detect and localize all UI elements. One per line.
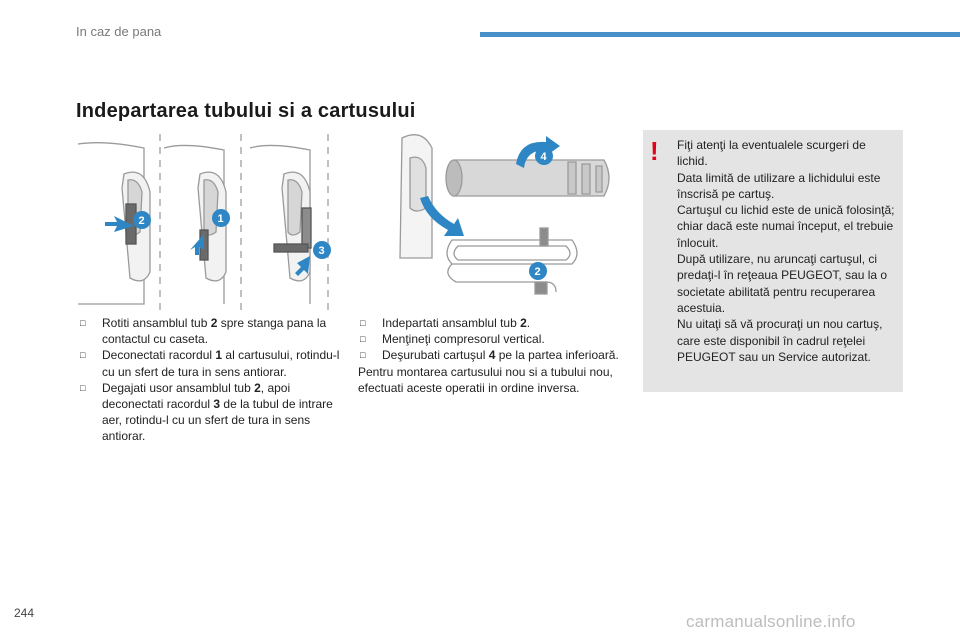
note-line: Nu uitaţi să vă procuraţi un nou cartuş, care este disponibil în cadrul reţelei PEUGEOT sau un Service autorizat. — [677, 317, 883, 364]
middle-step-2: □ Menţineţi compresorul vertical. — [360, 332, 545, 347]
note-line: După utilizare, nu aruncaţi cartuşul, ci predaţi-l în reţeaua PEUGEOT, sau la o societate abilitată pentru recuperarea acestuia. — [677, 252, 888, 315]
middle-step-3: □ Deşurubati cartuşul 4 pe la partea inferioară. — [360, 348, 619, 363]
illustration-steps-1-3 — [74, 134, 344, 310]
badge-2: 2 — [138, 215, 145, 227]
page-number: 244 — [14, 606, 35, 620]
note-line: Fiţi atenţi la eventualele scurgeri de lichid. — [677, 138, 866, 169]
note-line: Data limită de utilizare a lichidului este înscrisă pe cartuş. — [677, 170, 881, 201]
section-title: Indepartarea tubului si a cartusului — [76, 100, 416, 122]
note-line: Cartuşul cu lichid este de unică folosinţă; chiar dacă este numai început, el trebuie înlocuit. — [677, 203, 895, 250]
checkbox-bullet-icon: □ — [80, 350, 86, 361]
middle-instructions — [358, 315, 620, 396]
watermark: carmanualsonline.info — [686, 612, 856, 631]
checkbox-bullet-icon: □ — [80, 318, 86, 328]
checkbox-bullet-icon: □ — [80, 382, 86, 393]
badge-3: 3 — [318, 245, 325, 257]
left-step-3: □ Degajati usor ansamblul tub 2, apoi deconectati racordul 3 de la tubul de intrare aer, rotindu-l cu un sfert de tura in sens antiorar. — [80, 380, 333, 444]
header-title: In caz de pana — [76, 24, 162, 39]
illustration-cartridge-hose — [392, 128, 624, 304]
warning-exclamation-icon: ! — [650, 136, 659, 166]
badge-4: 4 — [540, 151, 547, 163]
badge-1: 1 — [217, 213, 224, 225]
left-step-1: □ Rotiti ansamblul tub 2 spre stanga pana la contactul cu caseta. — [80, 316, 327, 347]
reassembly-paragraph: Pentru montarea cartusului nou si a tubului nou, efectuati aceste operatii in ordine inversa. — [358, 364, 613, 395]
checkbox-bullet-icon: □ — [360, 334, 366, 345]
middle-step-1: □ Indepartati ansamblul tub 2. — [360, 316, 531, 330]
checkbox-bullet-icon: □ — [360, 350, 366, 361]
left-instructions — [78, 315, 340, 445]
badge-2b: 2 — [534, 266, 541, 278]
checkbox-bullet-icon: □ — [360, 318, 366, 328]
header-accent-bar — [480, 32, 960, 37]
warning-note-text — [677, 137, 897, 365]
left-step-2: □ Deconectati racordul 1 al cartusului, rotindu-l cu un sfert de tura in sens antiorar. — [80, 348, 340, 379]
